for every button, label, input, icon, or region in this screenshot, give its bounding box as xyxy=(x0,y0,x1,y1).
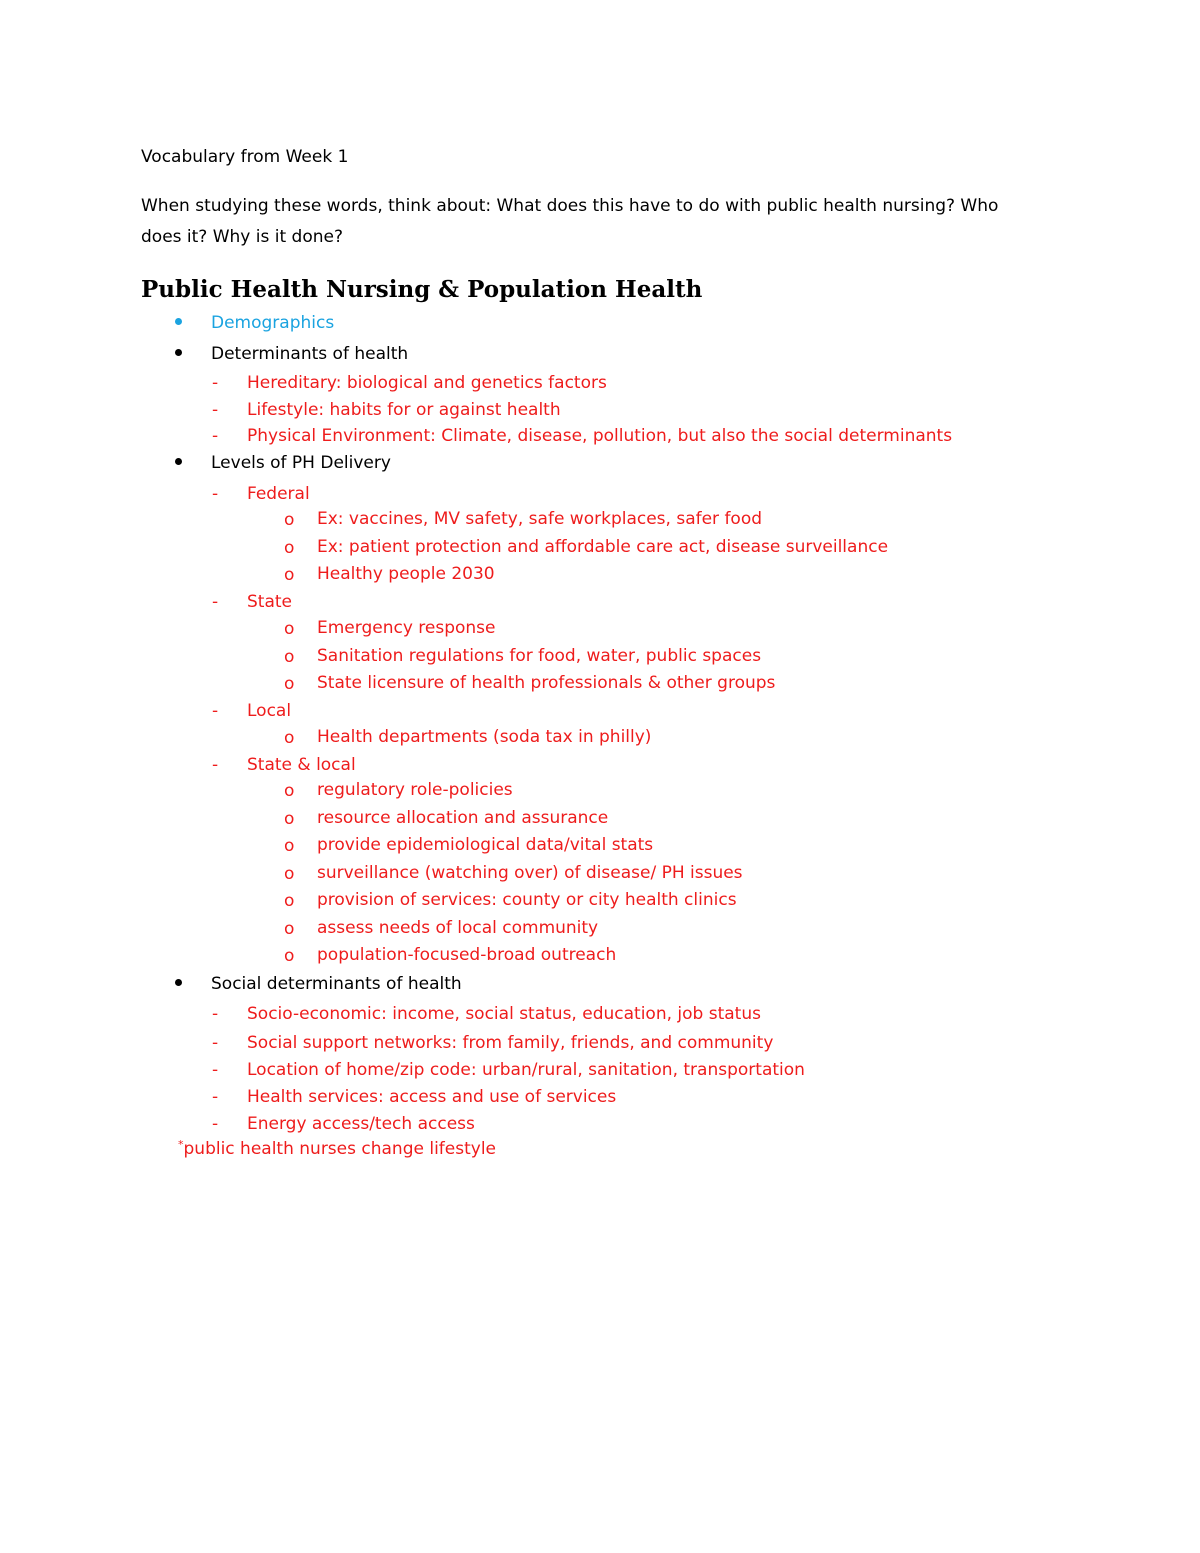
circle-marker: o xyxy=(284,946,295,966)
circle-marker: o xyxy=(284,781,295,801)
state-sub-item: State licensure of health professionals & other groups xyxy=(317,673,776,693)
determinants-sub-item: Physical Environment: Climate, disease, pollution, but also the social determinants xyxy=(247,426,953,446)
bullet-dot-icon xyxy=(175,979,182,986)
state-sub-item: Sanitation regulations for food, water, public spaces xyxy=(317,646,762,666)
dash-marker: - xyxy=(212,373,219,393)
circle-marker: o xyxy=(284,510,295,530)
state-local-sub-item: provision of services: county or city health clinics xyxy=(317,890,737,910)
dash-marker: - xyxy=(212,1004,219,1024)
bullet-dot-icon xyxy=(175,458,182,465)
social-sub-item: Location of home/zip code: urban/rural, sanitation, transportation xyxy=(247,1060,805,1080)
item-demographics: Demographics xyxy=(211,313,335,333)
state-local-sub-item: provide epidemiological data/vital stats xyxy=(317,835,654,855)
intro-text-line-2: does it? Why is it done? xyxy=(141,227,343,247)
circle-marker: o xyxy=(284,565,295,585)
circle-marker: o xyxy=(284,891,295,911)
dash-marker: - xyxy=(212,426,219,446)
item-levels: Levels of PH Delivery xyxy=(211,453,391,473)
footnote xyxy=(178,1138,496,1160)
circle-marker: o xyxy=(284,728,295,748)
footnote-asterisk: * xyxy=(178,1138,184,1151)
level-state: State xyxy=(247,592,292,612)
item-determinants: Determinants of health xyxy=(211,344,409,364)
dash-marker: - xyxy=(212,484,219,504)
dash-marker: - xyxy=(212,1033,219,1053)
dash-marker: - xyxy=(212,701,219,721)
federal-sub-item: Healthy people 2030 xyxy=(317,564,495,584)
federal-sub-item: Ex: patient protection and affordable care act, disease surveillance xyxy=(317,537,889,557)
circle-marker: o xyxy=(284,647,295,667)
state-local-sub-item: resource allocation and assurance xyxy=(317,808,609,828)
state-local-sub-item: assess needs of local community xyxy=(317,918,599,938)
local-sub-item: Health departments (soda tax in philly) xyxy=(317,727,652,747)
dash-marker: - xyxy=(212,400,219,420)
bullet-dot-icon xyxy=(175,318,182,325)
item-social-determinants: Social determinants of health xyxy=(211,974,462,994)
dash-marker: - xyxy=(212,592,219,612)
state-local-sub-item: regulatory role-policies xyxy=(317,780,513,800)
determinants-sub-item: Hereditary: biological and genetics factors xyxy=(247,373,607,393)
state-sub-item: Emergency response xyxy=(317,618,496,638)
federal-sub-item: Ex: vaccines, MV safety, safe workplaces, safer food xyxy=(317,509,763,529)
circle-marker: o xyxy=(284,674,295,694)
social-sub-item: Energy access/tech access xyxy=(247,1114,475,1134)
dash-marker: - xyxy=(212,755,219,775)
social-sub-item: Social support networks: from family, friends, and community xyxy=(247,1033,774,1053)
circle-marker: o xyxy=(284,538,295,558)
circle-marker: o xyxy=(284,809,295,829)
determinants-sub-item: Lifestyle: habits for or against health xyxy=(247,400,561,420)
dash-marker: - xyxy=(212,1087,219,1107)
footnote-text: public health nurses change lifestyle xyxy=(183,1139,497,1159)
circle-marker: o xyxy=(284,919,295,939)
level-federal: Federal xyxy=(247,484,310,504)
section-heading: Public Health Nursing & Population Health xyxy=(141,276,703,303)
state-local-sub-item: population-focused-broad outreach xyxy=(317,945,617,965)
circle-marker: o xyxy=(284,619,295,639)
social-sub-item: Health services: access and use of services xyxy=(247,1087,617,1107)
circle-marker: o xyxy=(284,864,295,884)
level-local: Local xyxy=(247,701,292,721)
dash-marker: - xyxy=(212,1060,219,1080)
circle-marker: o xyxy=(284,836,295,856)
social-sub-item: Socio-economic: income, social status, education, job status xyxy=(247,1004,761,1024)
level-state-local: State & local xyxy=(247,755,356,775)
bullet-dot-icon xyxy=(175,349,182,356)
state-local-sub-item: surveillance (watching over) of disease/ PH issues xyxy=(317,863,743,883)
intro-text-line-1: When studying these words, think about: What does this have to do with public health nursing? Who xyxy=(141,196,999,216)
dash-marker: - xyxy=(212,1114,219,1134)
document-title: Vocabulary from Week 1 xyxy=(141,147,349,167)
